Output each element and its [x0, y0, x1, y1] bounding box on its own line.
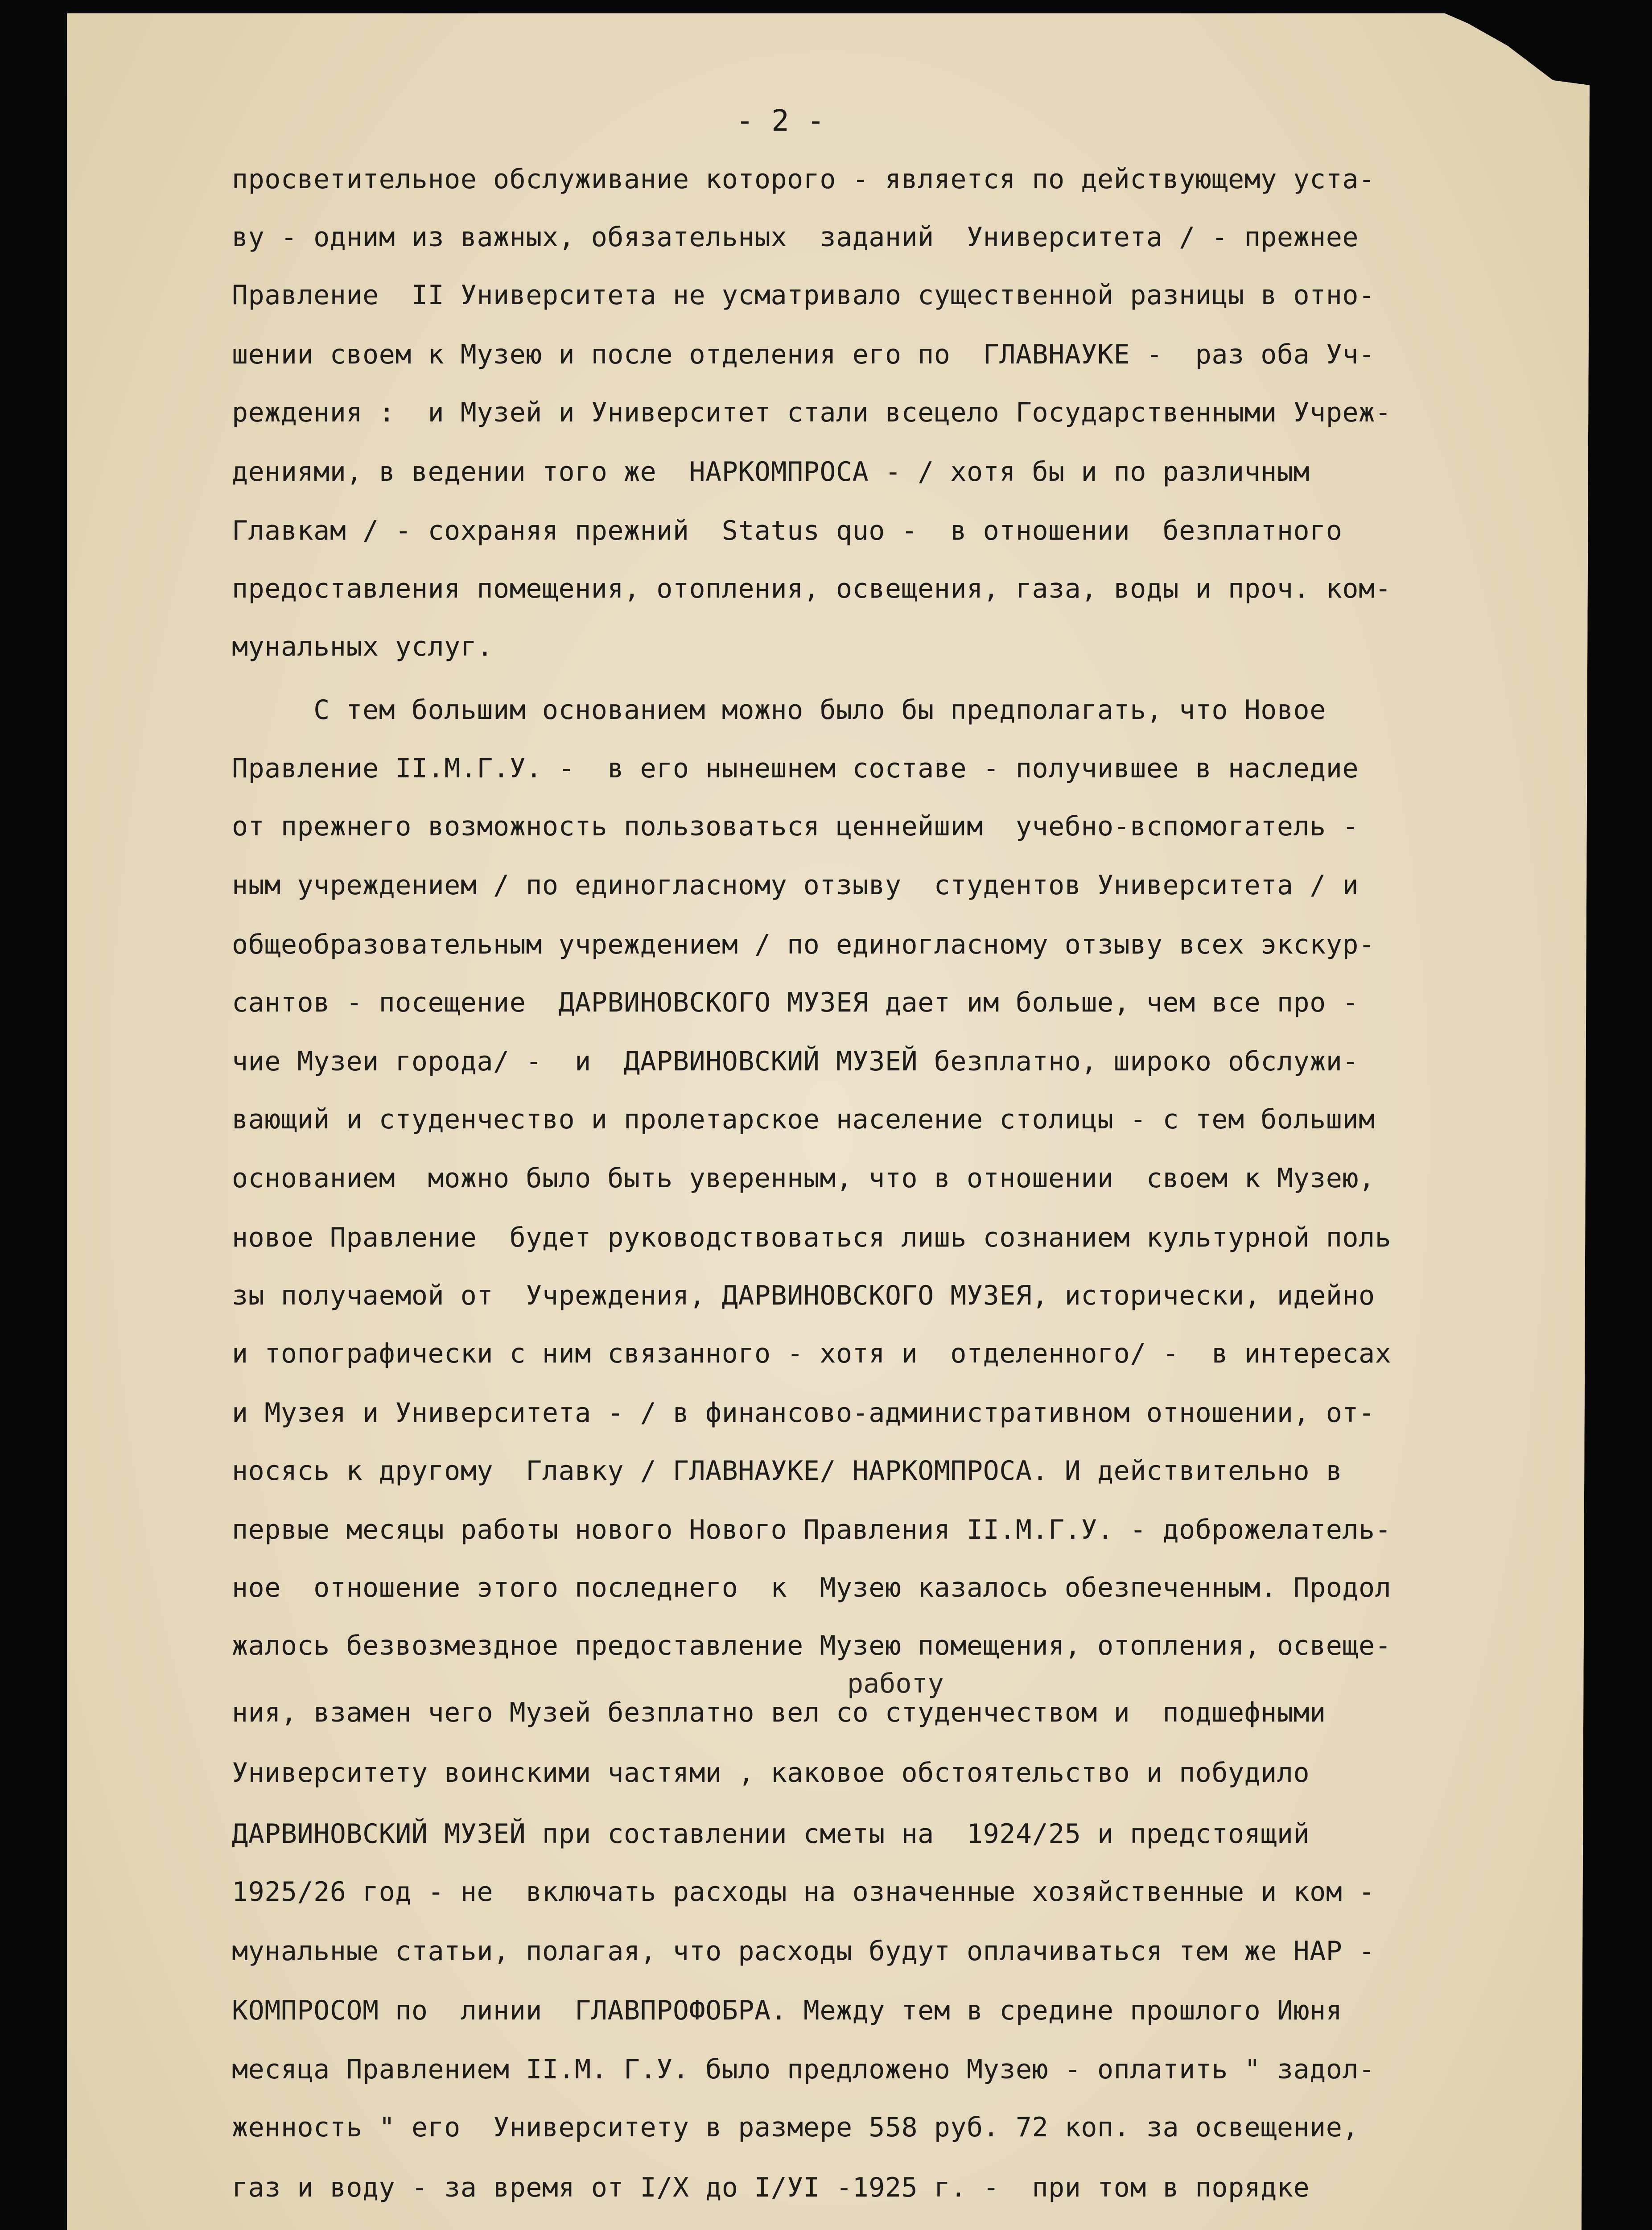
text-line: вающий и студенчество и пролетарское население столицы - с тем большим	[232, 1104, 1375, 1135]
text-line: Университету воинскими частями , каковое обстоятельство и побудило	[232, 1757, 1310, 1788]
text-line: месяца Правлением II.М. Г.У. было предложено Музею - оплатить " задол-	[232, 2054, 1375, 2085]
text-line: мунальных услуг.	[232, 631, 493, 662]
text-line: ния, взамен чего Музей безплатно вел со студенчеством и подшефными	[232, 1697, 1326, 1728]
text-line: предоставления помещения, отопления, освещения, газа, воды и проч. ком-	[232, 573, 1392, 604]
text-line: Главкам / - сохраняя прежний Status quo - в отношении безплатного	[232, 515, 1343, 546]
text-line: ДАРВИНОВСКИЙ МУЗЕЙ при составлении сметы на 1924/25 и предстоящий	[232, 1818, 1310, 1850]
text-line: жалось безвозмездное предоставление Музею помещения, отопления, освеще-	[232, 1630, 1392, 1661]
page-number: - 2 -	[736, 103, 825, 138]
text-line: мунальные статьи, полагая, что расходы будут оплачиваться тем же НАР -	[232, 1936, 1375, 1967]
text-line: сантов - посещение ДАРВИНОВСКОГО МУЗЕЯ дает им больше, чем все про -	[232, 987, 1359, 1018]
text-line: первые месяцы работы нового Нового Правления II.М.Г.У. - доброжелатель-	[232, 1514, 1392, 1545]
text-line: общеобразовательным учреждением / по единогласному отзыву всех экскур-	[232, 929, 1375, 960]
text-line: газ и воду - за время от I/X до I/УI -1925 г. - при том в порядке	[232, 2172, 1310, 2203]
text-line: и топографически с ним связанного - хотя и отделенного/ - в интересах	[232, 1338, 1392, 1369]
text-line: КОМПРОСОМ по линии ГЛАВПРОФОБРА. Между тем в средине прошлого Июня	[232, 1995, 1343, 2026]
text-line: С тем большим основанием можно было бы предполагать, что Новое	[232, 694, 1326, 726]
text-line: Правление II.М.Г.У. - в его нынешнем составе - получившее в наследие	[232, 753, 1359, 784]
text-line: шении своем к Музею и после отделения его по ГЛАВНАУКЕ - раз оба Уч-	[232, 339, 1375, 370]
text-line: зы получаемой от Учреждения, ДАРВИНОВСКОГО МУЗЕЯ, исторически, идейно	[232, 1280, 1375, 1311]
interlinear-insertion: работу	[847, 1668, 944, 1699]
text-line: чие Музеи города/ - и ДАРВИНОВСКИЙ МУЗЕЙ безплатно, широко обслужи-	[232, 1046, 1359, 1077]
text-line: Правление II Университета не усматривало существенной разницы в отно-	[232, 280, 1375, 311]
text-line: ным учреждением / по единогласному отзыву студентов Университета / и	[232, 870, 1359, 901]
text-line: и Музея и Университета - / в финансово-административном отношении, от-	[232, 1397, 1375, 1429]
text-line: 1925/26 год - не включать расходы на означенные хозяйственные и ком -	[232, 1876, 1375, 1908]
text-line: носясь к другому Главку / ГЛАВНАУКЕ/ НАРКОМПРОСА. И действительно в	[232, 1455, 1343, 1487]
text-line: женность " его Университету в размере 558 руб. 72 коп. за освещение,	[232, 2112, 1359, 2143]
text-line: ное отношение этого последнего к Музею казалось обезпеченным. Продол	[232, 1572, 1392, 1603]
text-line: основанием можно было быть уверенным, что в отношении своем к Музею,	[232, 1163, 1375, 1194]
text-line: ву - одним из важных, обязательных заданий Университета / - прежнее	[232, 222, 1359, 253]
text-line: дениями, в ведении того же НАРКОМПРОСА - / хотя бы и по различным	[232, 456, 1310, 487]
text-line: реждения : и Музей и Университет стали всецело Государственными Учреж-	[232, 397, 1392, 428]
text-line: новое Правление будет руководствоваться лишь сознанием культурной поль	[232, 1222, 1392, 1253]
text-line: просветительное обслуживание которого - является по действующему уста-	[232, 164, 1375, 195]
text-line: от прежнего возможность пользоваться ценнейшим учебно-вспомогатель -	[232, 811, 1359, 842]
